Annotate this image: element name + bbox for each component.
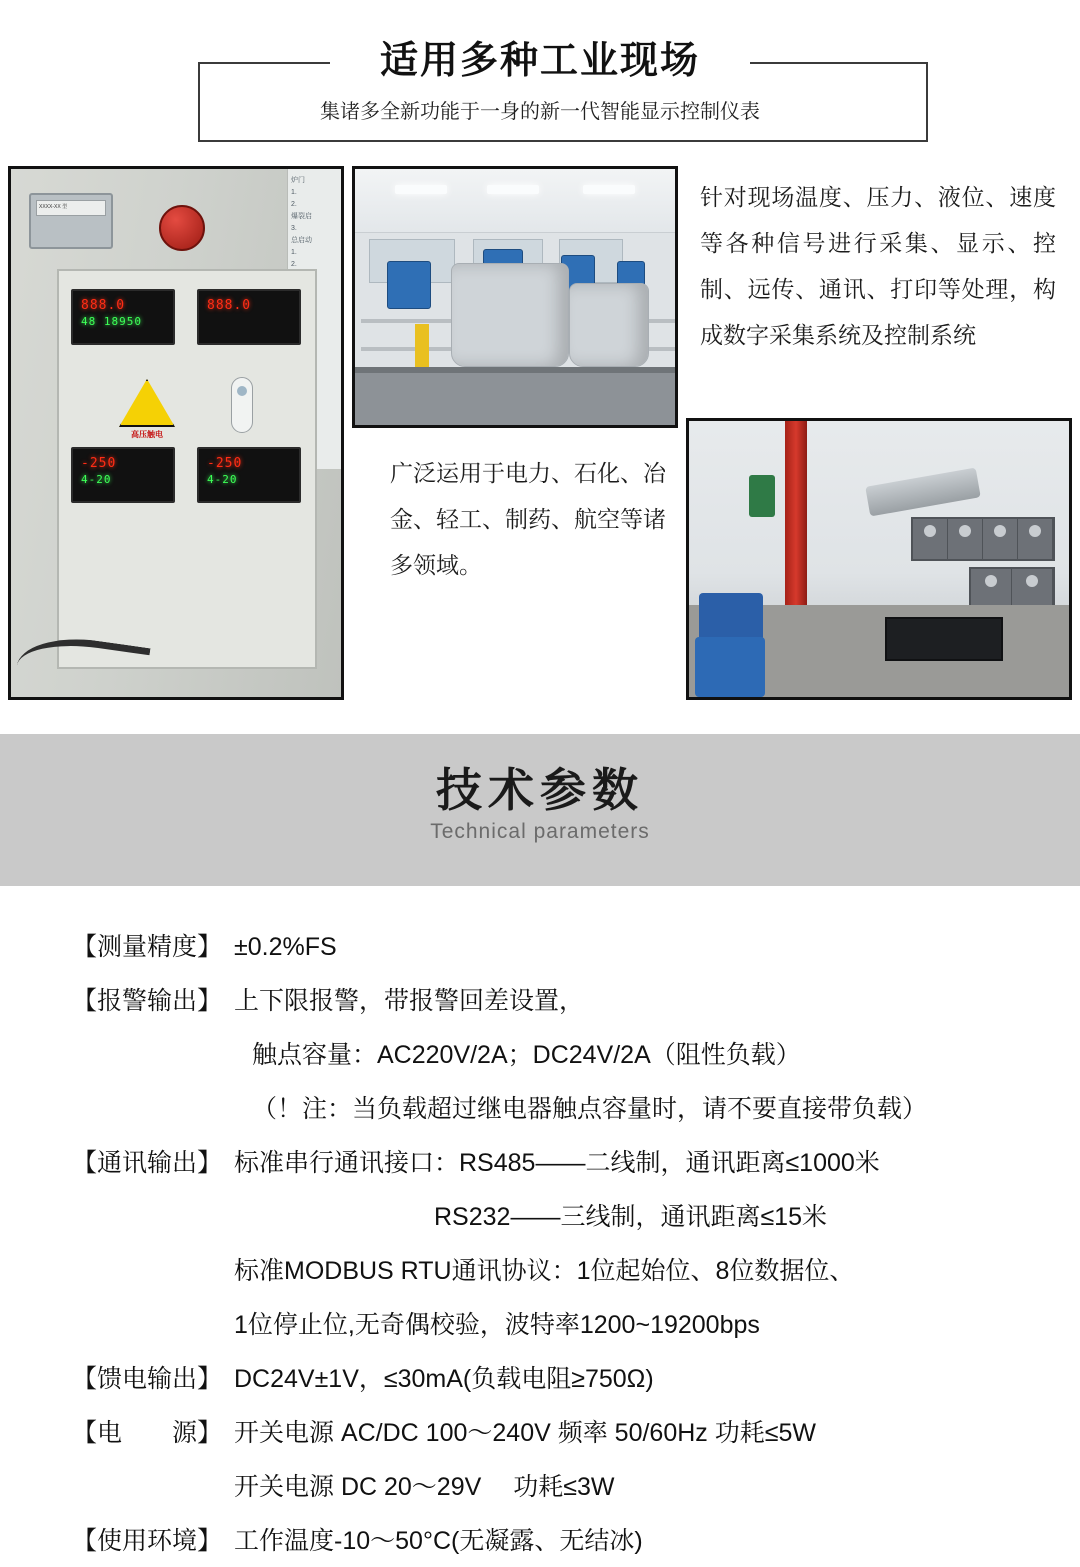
spec-value	[234, 928, 1080, 966]
reactor-tank-2	[569, 283, 649, 367]
junction-box-label: XXXX-XX 型	[36, 200, 106, 216]
spec-line: 标准MODBUS RTU通讯协议：1位起始位、8位数据位、	[234, 1257, 855, 1285]
spec-value	[234, 982, 1080, 1128]
spec-value	[234, 1522, 1080, 1560]
panel-sign-text: 炉门 1. 2. 爆裂启 3. 总启动 1. 2.	[291, 177, 312, 268]
meter-4-bottom-value: 4-20	[207, 473, 238, 486]
ceiling-light-1	[395, 185, 447, 194]
meter-1-top-value: 888.0	[81, 298, 126, 313]
spec-key: 【通讯输出】	[72, 1149, 223, 1177]
meter-display-1	[71, 289, 175, 345]
spec-line: RS232——三线制，通讯距离≤15米	[434, 1203, 827, 1231]
spec-line: 上下限报警，带报警回差设置，	[234, 987, 585, 1015]
green-valve	[749, 475, 775, 517]
junction-box	[29, 193, 113, 249]
meter-2-top-value: 888.0	[207, 298, 252, 313]
spec-line: 1位停止位,无奇偶校验，波特率1200~19200bps	[234, 1311, 760, 1339]
meter-3-bottom-value: 4-20	[81, 473, 112, 486]
red-pipe	[785, 421, 807, 631]
spec-key: 【报警输出】	[72, 987, 223, 1015]
ceiling-light-2	[487, 185, 539, 194]
cabinet-cell	[983, 519, 1018, 559]
spec-value	[234, 1360, 1080, 1398]
explosion-proof-cabinet-row	[911, 517, 1055, 561]
meter-display-2	[197, 289, 301, 345]
reactor-ceiling	[355, 169, 675, 233]
cabinet-cell	[1018, 519, 1053, 559]
spec-key: 【测量精度】	[72, 933, 223, 961]
spec-row-feed-output	[72, 1360, 1080, 1398]
spec-row-communication-output	[72, 1144, 1080, 1344]
meter-display-3	[71, 447, 175, 503]
spec-key: 【使用环境】	[72, 1527, 223, 1555]
panel-switch-led	[237, 386, 247, 396]
spec-row-power-supply	[72, 1414, 1080, 1506]
meter-1-bottom-value: 48 18950	[81, 315, 142, 328]
tech-params-banner	[0, 734, 1080, 886]
spec-line: 开关电源 AC/DC 100～240V 频率 50/60Hz 功耗≤5W	[234, 1419, 816, 1447]
cabinet-indicator-icon	[994, 525, 1006, 537]
ceiling-light-3	[583, 185, 635, 194]
reactor-tank-1	[451, 263, 569, 367]
spec-line: （！注：当负载超过继电器触点容量时，请不要直接带负载）	[252, 1095, 928, 1123]
spec-row-accuracy	[72, 928, 1080, 966]
high-voltage-warning-label: 高压触电	[131, 430, 163, 439]
meter-3-top-value: -250	[81, 456, 117, 471]
spec-line: 触点容量：AC220V/2A；DC24V/2A（阻性负载）	[252, 1041, 801, 1069]
tech-params-title-en: Technical parameters	[430, 820, 650, 843]
spec-line: 标准串行通讯接口：RS485——二线制，通讯距离≤1000米	[234, 1149, 880, 1177]
feature-text-right: 针对现场温度、压力、液位、速度等各种信号进行采集、显示、控制、远传、通讯、打印等处理，构成数字采集系统及控制系统	[700, 184, 1056, 348]
spec-line: DC24V±1V，≤30mA(负载电阻≥750Ω)	[234, 1365, 654, 1393]
photo-plant-room	[686, 418, 1072, 700]
spec-line: ±0.2%FS	[234, 933, 337, 961]
photo-reactor-hall	[352, 166, 678, 428]
cabinet-cell	[913, 519, 948, 559]
spec-list	[0, 886, 1080, 1560]
cabinet-indicator-icon	[959, 525, 971, 537]
reactor-floor	[355, 367, 675, 425]
cabinet-indicator-icon	[1029, 525, 1041, 537]
spec-line: 工作温度-10～50°C(无凝露、无结冰)	[234, 1527, 643, 1555]
high-voltage-warning-icon	[119, 379, 175, 427]
panel-cabinet	[57, 269, 317, 669]
cabinet-indicator-icon	[924, 525, 936, 537]
page-header	[0, 0, 1080, 150]
blue-equipment	[699, 593, 763, 641]
feature-text-middle: 广泛运用于电力、石化、冶金、轻工、制药、航空等诸多领域。	[390, 460, 666, 578]
meter-display-4	[197, 447, 301, 503]
spec-key: 【馈电输出】	[72, 1365, 223, 1393]
tech-params-title-cn: 技术参数	[436, 764, 644, 816]
reactor-motor-1	[387, 261, 431, 309]
spec-line: 开关电源 DC 20～29V 功耗≤3W	[234, 1473, 615, 1501]
spec-key: 【电 源】	[72, 1419, 223, 1447]
blue-drum	[695, 637, 765, 697]
spec-row-environment	[72, 1522, 1080, 1560]
cabinet-cell	[948, 519, 983, 559]
page-subtitle: 集诸多全新功能于一身的新一代智能显示控制仪表	[210, 98, 870, 126]
page-title: 适用多种工业现场	[330, 38, 750, 84]
spec-value	[234, 1414, 1080, 1506]
spec-row-alarm-output	[72, 982, 1080, 1128]
meter-4-top-value: -250	[207, 456, 243, 471]
photo-section	[0, 150, 1080, 720]
photo-control-panel	[8, 166, 344, 700]
alarm-bell-icon	[159, 205, 205, 251]
cabinet-indicator-icon	[1026, 575, 1038, 587]
plant-bench	[885, 617, 1003, 661]
cabinet-indicator-icon	[985, 575, 997, 587]
spec-value	[234, 1144, 1080, 1344]
panel-switch	[231, 377, 253, 433]
